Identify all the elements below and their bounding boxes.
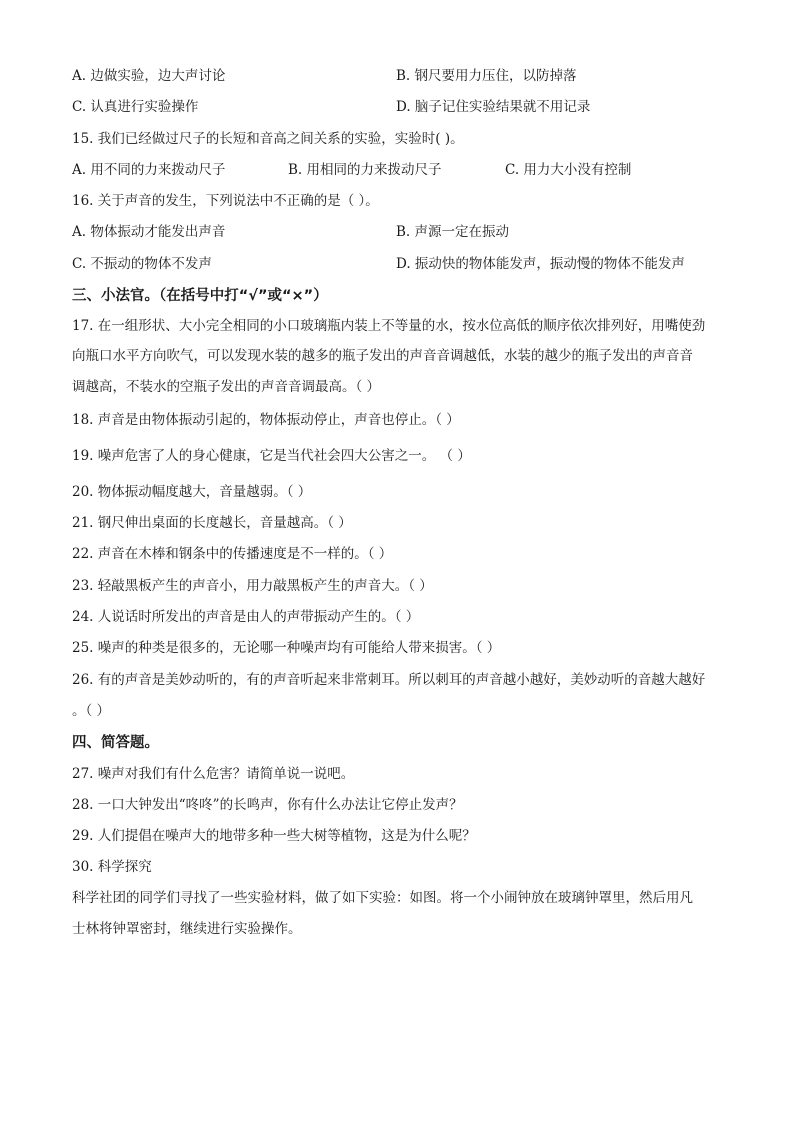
q19: 19. 噪声危害了人的身心健康，它是当代社会四大公害之一。 （ ） [72,448,471,464]
q29: 29. 人们提倡在噪声大的地带多种一些大树等植物，这是为什么呢？ [72,828,476,844]
q20: 20. 物体振动幅度越大，音量越弱。（ ） [72,484,312,500]
q16-option-a: A. 物体振动才能发出声音 [72,224,226,240]
q16-stem: 16. 关于声音的发生，下列说法中不正确的是（ ）。 [72,193,379,209]
q22: 22. 声音在木棒和钢条中的传播速度是不一样的。（ ） [72,546,393,562]
q26-line-2: 。（ ） [72,703,111,719]
q24: 24. 人说话时所发出的声音是由人的声带振动产生的。（ ） [72,609,420,625]
q30-line-1: 科学社团的同学们寻找了一些实验材料，做了如下实验：如图。将一个小闹钟放在玻璃钟罩里，然后用凡 [72,890,693,906]
q15-stem: 15. 我们已经做过尺子的长短和音高之间关系的实验，实验时( )。 [72,131,464,147]
q16-option-c: C. 不振动的物体不发声 [72,256,212,272]
q15-option-a: A. 用不同的力来拨动尺子 [72,162,226,178]
q16-option-d: D. 振动快的物体能发声，振动慢的物体不能发声 [396,256,685,272]
q27: 27. 噪声对我们有什么危害？请简单说一说吧。 [72,766,355,782]
q18: 18. 声音是由物体振动引起的，物体振动停止，声音也停止。（ ） [72,412,460,428]
q16-option-b: B. 声源一定在振动 [396,224,510,240]
q30-line-2: 士林将钟罩密封，继续进行实验操作。 [72,921,302,937]
q23: 23. 轻敲黑板产生的声音小，用力敲黑板产生的声音大。（ ） [72,578,433,594]
q28: 28. 一口大钟发出“咚咚”的长鸣声，你有什么办法让它停止发声？ [72,797,463,813]
q17-line-2: 向瓶口水平方向吹气，可以发现水装的越多的瓶子发出的声音音调越低，水装的越少的瓶子发出的声音音 [72,348,693,364]
section-3-heading: 三、小法官。（在括号中打“√”或“×”） [72,288,328,304]
q21: 21. 钢尺伸出桌面的长度越长，音量越高。（ ） [72,515,352,531]
q25: 25. 噪声的种类是很多的，无论哪一种噪声均有可能给人带来损害。（ ） [72,640,501,656]
q14-option-b: B. 钢尺要用力压住，以防掉落 [396,68,577,84]
q14-option-c: C. 认真进行实验操作 [72,99,199,115]
q26-line-1: 26. 有的声音是美妙动听的，有的声音听起来非常刺耳。所以刺耳的声音越小越好，美妙动听的音越大越好 [72,672,706,688]
q14-option-a: A. 边做实验，边大声讨论 [72,68,226,84]
section-4-heading: 四、简答题。 [72,735,159,751]
q17-line-3: 调越高，不装水的空瓶子发出的声音音调最高。（ ） [72,379,381,395]
q14-option-d: D. 脑子记住实验结果就不用记录 [396,99,591,115]
q15-option-b: B. 用相同的力来拨动尺子 [288,162,442,178]
q30-stem: 30. 科学探究 [72,859,152,875]
q15-option-c: C. 用力大小没有控制 [505,162,632,178]
q17-line-1: 17. 在一组形状、大小完全相同的小口玻璃瓶内装上不等量的水，按水位高低的顺序依次排列好，用嘴使劲 [72,318,706,334]
